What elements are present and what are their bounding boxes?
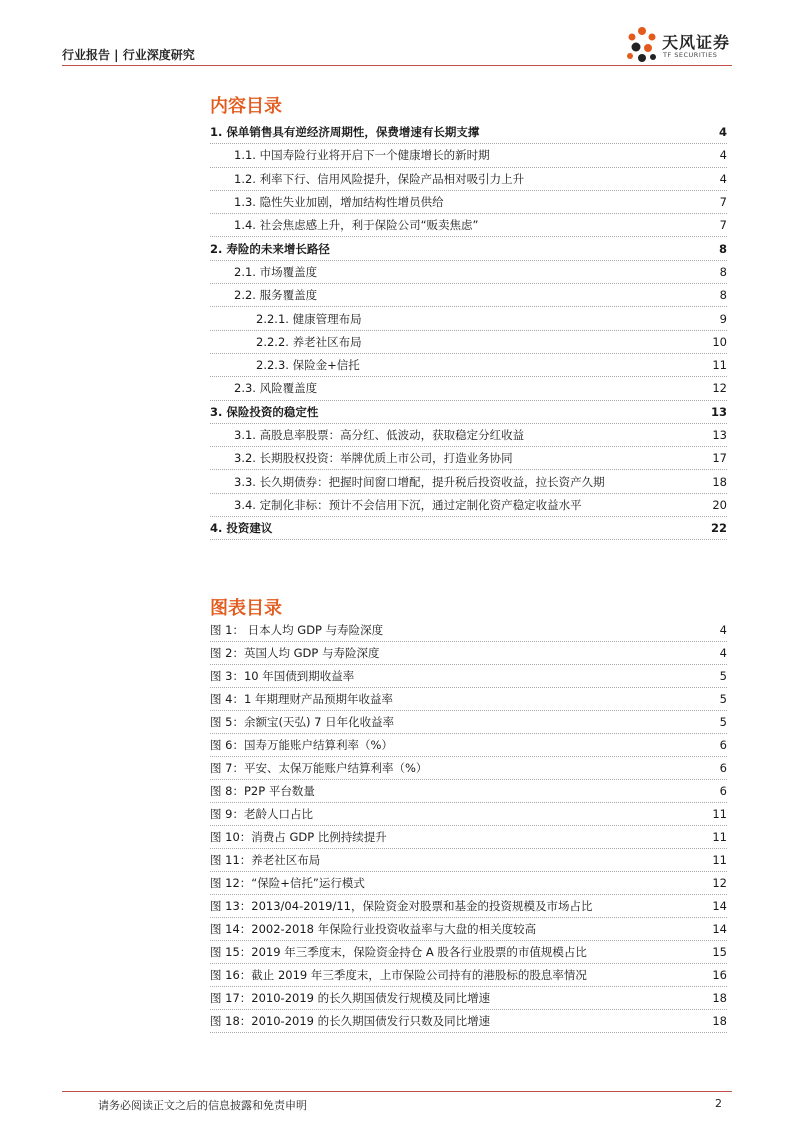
toc-entry[interactable] (210, 307, 727, 330)
figure-entry[interactable] (210, 665, 727, 688)
toc-entry-page: 22 (708, 521, 727, 535)
toc-entry-label: 1. 保单销售具有逆经济周期性，保费增速有长期支撑 (210, 124, 482, 140)
toc-entry[interactable] (210, 121, 727, 144)
figure-entry-page: 18 (709, 991, 727, 1005)
logo-text-cn: 天风证券 (662, 33, 731, 52)
toc-entry[interactable] (210, 144, 727, 167)
figure-entry[interactable] (210, 803, 727, 826)
toc-entry-page: 7 (717, 218, 727, 232)
figure-entry-page: 14 (709, 922, 727, 936)
figure-entry-page: 16 (709, 968, 727, 982)
figure-entry[interactable] (210, 780, 727, 803)
toc-entry-label: 2.2.3. 保险金+信托 (210, 357, 363, 373)
toc-entry-page: 11 (709, 358, 727, 372)
toc-entry[interactable] (210, 354, 727, 377)
toc-entry-label: 2.2.1. 健康管理布局 (210, 311, 365, 327)
figure-entry-label: 图 16：截止 2019 年三季度末，上市保险公司持有的港股标的股息率情况 (210, 967, 590, 983)
toc-entry-page: 10 (709, 335, 727, 349)
figure-entry[interactable] (210, 642, 727, 665)
page-number: 2 (715, 1097, 722, 1110)
toc-entry-label: 2.2.2. 养老社区布局 (210, 334, 365, 350)
figure-entry-page: 5 (717, 669, 727, 683)
figure-entry[interactable] (210, 688, 727, 711)
toc-entry-page: 12 (709, 381, 727, 395)
toc-entry-page: 13 (709, 428, 727, 442)
toc-entry[interactable] (210, 401, 727, 424)
figure-entry[interactable] (210, 619, 727, 642)
page-footer (62, 1091, 732, 1121)
toc-entry[interactable] (210, 470, 727, 493)
toc-entry[interactable] (210, 284, 727, 307)
list-of-figures (210, 619, 727, 1033)
figure-entry-label: 图 7：平安、太保万能账户结算利率（%） (210, 760, 430, 776)
figure-entry-label: 图 13：2013/04-2019/11，保险资金对股票和基金的投资规模及市场占比 (210, 898, 596, 914)
figure-entry-page: 11 (709, 830, 727, 844)
figure-entry[interactable] (210, 872, 727, 895)
figure-entry-label: 图 5：余额宝(天弘) 7 日年化收益率 (210, 714, 397, 730)
figure-entry-label: 图 15：2019 年三季度末，保险资金持仓 A 股各行业股票的市值规模占比 (210, 944, 590, 960)
figure-entry-page: 4 (717, 623, 727, 637)
figure-entry-label: 图 10：消费占 GDP 比例持续提升 (210, 829, 390, 845)
toc-entry-label: 3.3. 长久期债券：把握时间窗口增配，提升税后投资收益，拉长资产久期 (210, 474, 608, 490)
figure-entry-label: 图 1： 日本人均 GDP 与寿险深度 (210, 622, 386, 638)
figure-entry[interactable] (210, 1010, 727, 1033)
figure-entry[interactable] (210, 895, 727, 918)
toc-entry-page: 18 (709, 475, 727, 489)
figure-entry-label: 图 6：国寿万能账户结算利率（%） (210, 737, 396, 753)
figure-entry-page: 15 (709, 945, 727, 959)
toc-entry-label: 3.1. 高股息率股票：高分红、低波动，获取稳定分红收益 (210, 427, 527, 443)
toc-entry[interactable] (210, 517, 727, 540)
table-of-contents (210, 121, 727, 540)
figure-entry-label: 图 14：2002-2018 年保险行业投资收益率与大盘的相关度较高 (210, 921, 539, 937)
figure-entry[interactable] (210, 941, 727, 964)
toc-entry-label: 1.4. 社会焦虑感上升，利于保险公司“贩卖焦虑” (210, 217, 482, 233)
figure-entry-label: 图 2：英国人均 GDP 与寿险深度 (210, 645, 382, 661)
figure-entry-label: 图 18：2010-2019 的长久期国债发行只数及同比增速 (210, 1013, 493, 1029)
toc-entry-page: 4 (717, 172, 727, 186)
toc-entry-label: 2.2. 服务覆盖度 (210, 287, 320, 303)
toc-entry[interactable] (210, 214, 727, 237)
figure-entry[interactable] (210, 964, 727, 987)
figure-entry-label: 图 11：养老社区布局 (210, 852, 323, 868)
toc-entry[interactable] (210, 331, 727, 354)
figure-entry[interactable] (210, 826, 727, 849)
page-header (62, 0, 732, 66)
toc-entry-label: 4. 投资建议 (210, 520, 275, 536)
toc-entry-label: 2.3. 风险覆盖度 (210, 380, 320, 396)
figure-entry-page: 6 (717, 738, 727, 752)
toc-title: 内容目录 (210, 96, 282, 117)
logo-text-en: TF SECURITIES (663, 51, 718, 59)
toc-entry[interactable] (210, 377, 727, 400)
figure-entry-page: 6 (717, 784, 727, 798)
figure-entry-page: 5 (717, 692, 727, 706)
figure-entry[interactable] (210, 918, 727, 941)
toc-entry-label: 1.2. 利率下行、信用风险提升，保险产品相对吸引力上升 (210, 171, 527, 187)
figures-title: 图表目录 (210, 598, 282, 619)
figure-entry-page: 11 (709, 807, 727, 821)
company-logo (624, 26, 732, 66)
figure-entry[interactable] (210, 757, 727, 780)
figure-entry-page: 11 (709, 853, 727, 867)
toc-entry-label: 3. 保险投资的稳定性 (210, 404, 321, 420)
figure-entry-label: 图 12：“保险+信托”运行模式 (210, 875, 368, 891)
toc-entry-label: 1.1. 中国寿险行业将开启下一个健康增长的新时期 (210, 147, 493, 163)
toc-entry-label: 2. 寿险的未来增长路径 (210, 241, 333, 257)
toc-entry[interactable] (210, 494, 727, 517)
figure-entry[interactable] (210, 711, 727, 734)
figure-entry-label: 图 4：1 年期理财产品预期年收益率 (210, 691, 396, 707)
toc-entry-label: 2.1. 市场覆盖度 (210, 264, 320, 280)
toc-entry-page: 9 (717, 312, 727, 326)
toc-entry[interactable] (210, 237, 727, 260)
figure-entry[interactable] (210, 734, 727, 757)
toc-entry-page: 17 (709, 451, 727, 465)
figure-entry-label: 图 8：P2P 平台数量 (210, 783, 318, 799)
figure-entry-label: 图 9：老龄人口占比 (210, 806, 316, 822)
figure-entry[interactable] (210, 849, 727, 872)
report-category: 行业报告 | 行业深度研究 (62, 48, 195, 62)
figure-entry-page: 4 (717, 646, 727, 660)
figure-entry-page: 18 (709, 1014, 727, 1028)
toc-entry[interactable] (210, 447, 727, 470)
toc-entry-page: 4 (717, 148, 727, 162)
figure-entry-page: 5 (717, 715, 727, 729)
toc-entry-page: 20 (709, 498, 727, 512)
tf-logo-icon (624, 26, 660, 64)
toc-entry-label: 3.2. 长期股权投资：举牌优质上市公司，打造业务协同 (210, 450, 516, 466)
figure-entry-label: 图 17：2010-2019 的长久期国债发行规模及同比增速 (210, 990, 493, 1006)
toc-entry[interactable] (210, 261, 727, 284)
toc-entry-page: 8 (717, 288, 727, 302)
toc-entry-page: 7 (717, 195, 727, 209)
toc-entry-page: 13 (708, 405, 727, 419)
toc-entry[interactable] (210, 168, 727, 191)
toc-entry[interactable] (210, 191, 727, 214)
toc-entry-page: 8 (716, 242, 727, 256)
figure-entry-label: 图 3：10 年国债到期收益率 (210, 668, 357, 684)
toc-entry-page: 4 (716, 125, 727, 139)
figure-entry-page: 14 (709, 899, 727, 913)
toc-entry-page: 8 (717, 265, 727, 279)
toc-entry[interactable] (210, 424, 727, 447)
figure-entry[interactable] (210, 987, 727, 1010)
figure-entry-page: 12 (709, 876, 727, 890)
toc-entry-label: 1.3. 隐性失业加剧，增加结构性增员供给 (210, 194, 447, 210)
disclaimer-text: 请务必阅读正文之后的信息披露和免责申明 (98, 1099, 307, 1112)
figure-entry-page: 6 (717, 761, 727, 775)
toc-entry-label: 3.4. 定制化非标：预计不会信用下沉，通过定制化资产稳定收益水平 (210, 497, 585, 513)
